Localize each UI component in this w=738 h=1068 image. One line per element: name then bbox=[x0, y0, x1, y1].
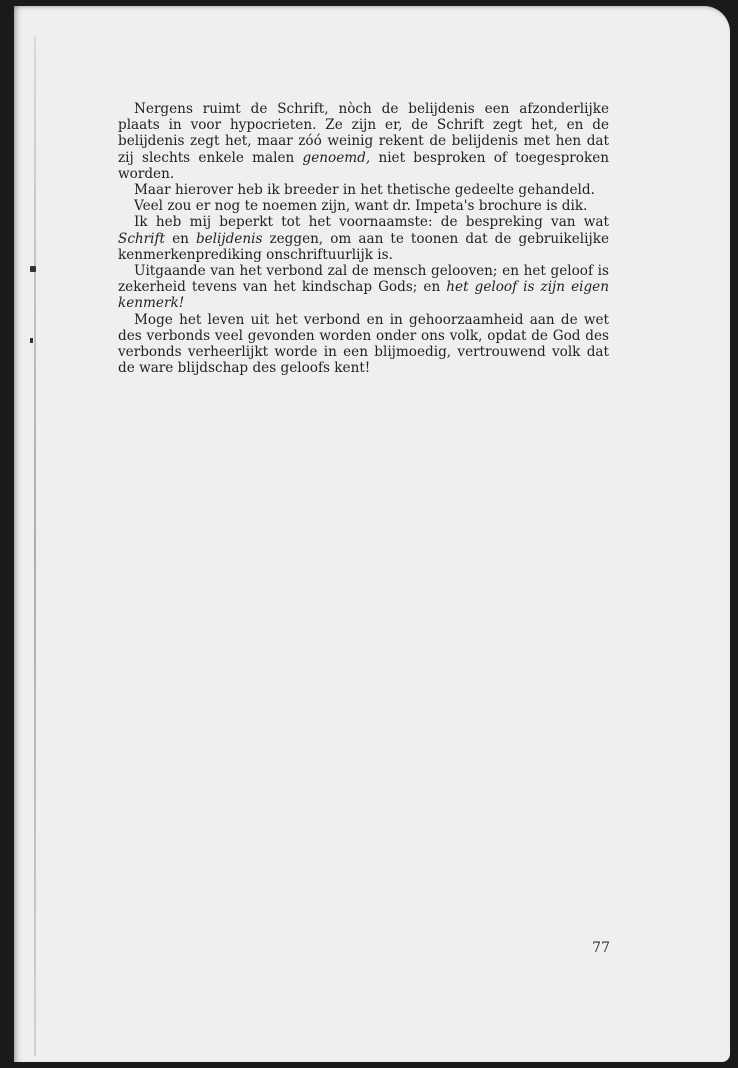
italic-segment: het geloof is zijn eigen kenmerk! bbox=[118, 279, 609, 312]
paragraph bbox=[118, 312, 609, 377]
text-segment: zeggen, om aan te toonen dat de gebruikelijke kenmerkenprediking onschriftuurlijk is. bbox=[118, 230, 609, 263]
text-segment: Uitgaande van het verbond zal de mensch gelooven; en het geloof is zekerheid tevens van het kindschap Gods; en bbox=[118, 263, 609, 296]
text-segment: Moge het leven uit het verbond en in gehoorzaamheid aan de wet des verbonds veel gevonden worden onder ons volk, opdat de God des verbonds verheerlijkt worde in een blijmoedig, vertrouwend volk dat de ware blijdschap des geloofs kent! bbox=[118, 311, 609, 377]
paragraph bbox=[118, 182, 609, 198]
binding-mark bbox=[30, 266, 36, 272]
italic-segment: Schrift bbox=[118, 230, 166, 247]
paragraph bbox=[118, 101, 609, 182]
text-segment: Veel zou er nog te noemen zijn, want dr. Impeta's brochure is dik. bbox=[134, 198, 588, 215]
body-text bbox=[118, 101, 609, 376]
paragraph bbox=[118, 263, 609, 312]
italic-segment: genoemd, bbox=[302, 149, 371, 166]
paragraph bbox=[118, 214, 609, 263]
text-segment: Maar hierover heb ik breeder in het thetische gedeelte gehandeld. bbox=[134, 182, 595, 199]
text-segment: Ik heb mij beperkt tot het voornaamste: de bespreking van wat bbox=[134, 214, 609, 231]
page-number: 77 bbox=[592, 940, 610, 956]
text-segment: Nergens ruimt de Schrift, nòch de belijdenis een afzonderlijke plaats in voor hypocrieten. Ze zijn er, de Schrift zegt het, en de belijdenis zegt het, maar zóó weinig rekent de belijdenis met hen dat zij slechts enkele malen bbox=[118, 101, 609, 166]
italic-segment: belijdenis bbox=[195, 230, 263, 247]
text-segment: en bbox=[165, 230, 196, 247]
paragraph bbox=[118, 198, 609, 214]
binding-mark bbox=[30, 338, 33, 343]
binding-edge bbox=[34, 36, 36, 1056]
text-segment: niet besproken of toegesproken worden. bbox=[118, 149, 609, 182]
